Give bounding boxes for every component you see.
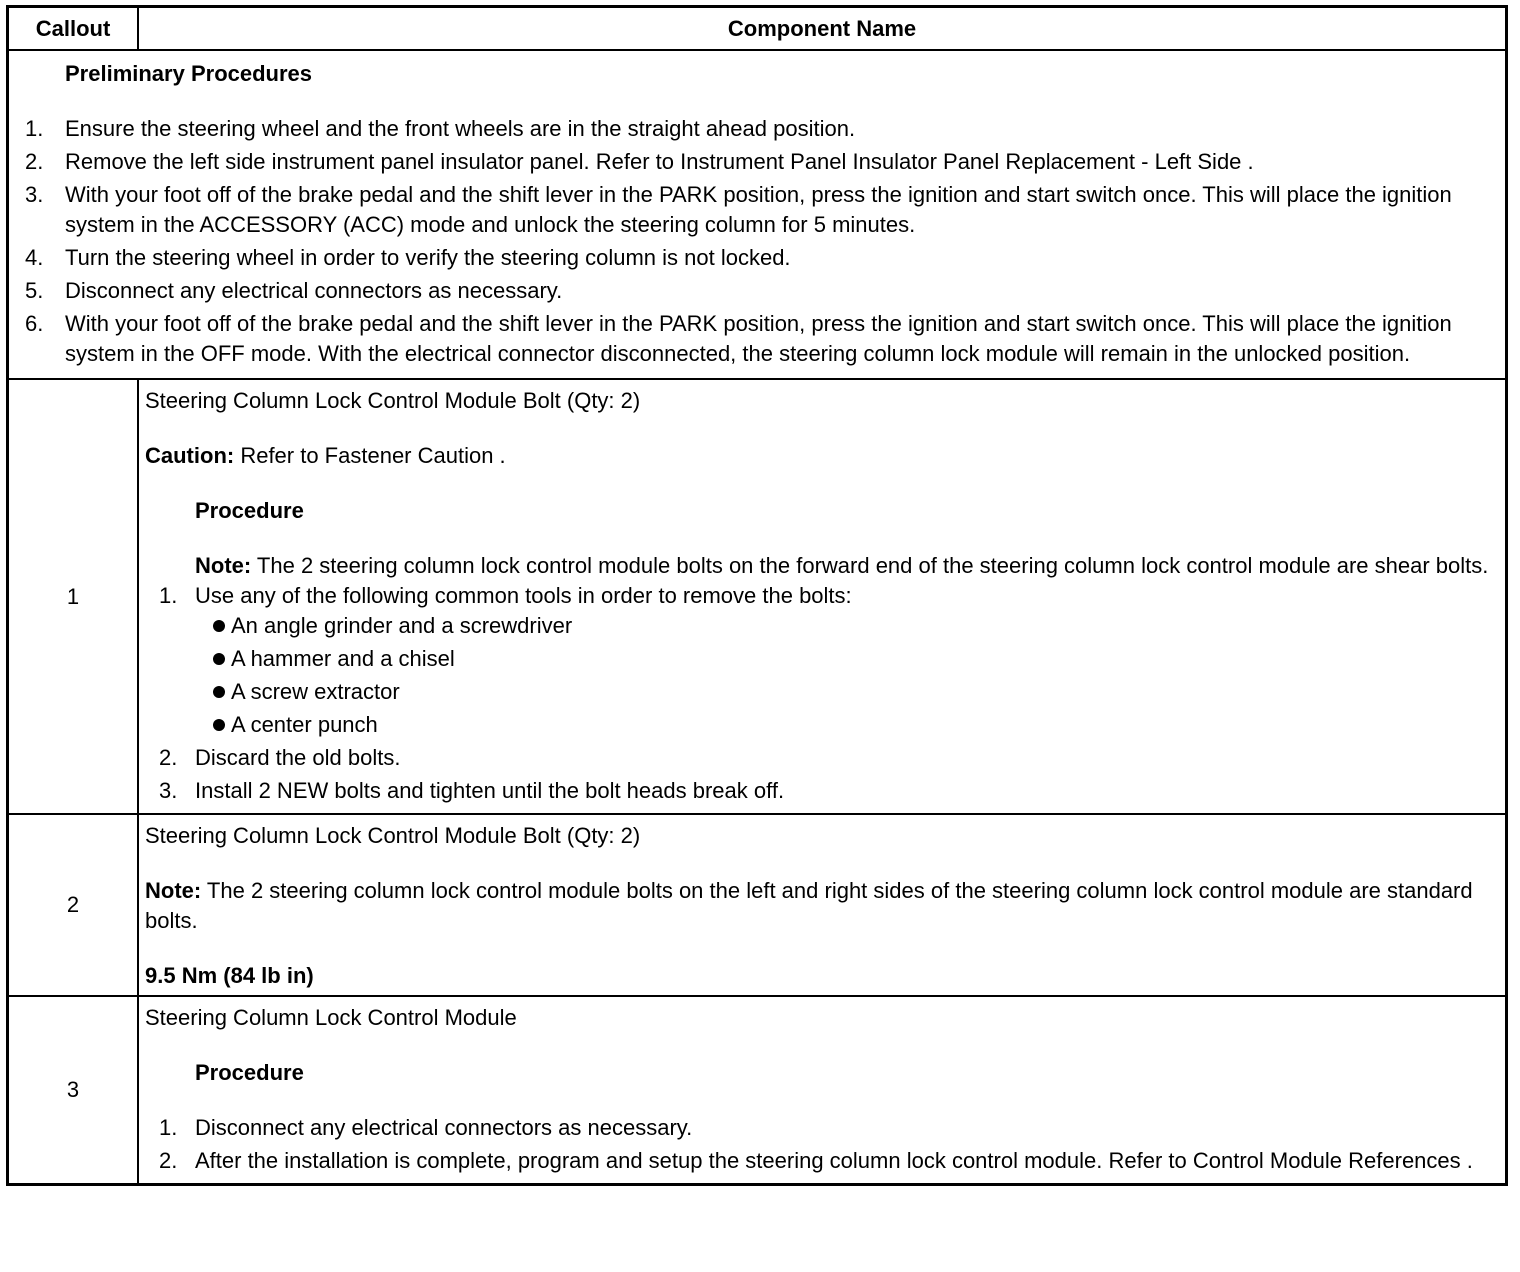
- step: 1. Disconnect any electrical connectors as necessary.: [159, 1115, 693, 1140]
- procedure-steps: [145, 1113, 1499, 1176]
- bullet-icon: [213, 686, 225, 698]
- preliminary-title: Preliminary Procedures: [65, 61, 313, 86]
- preliminary-step: 4. Turn the steering wheel in order to verify the steering column is not locked.: [25, 245, 791, 270]
- table-row: [8, 379, 1507, 814]
- step: 2. After the installation is complete, program and setup the steering column lock control module. Refer to Control Module References .: [159, 1148, 1473, 1173]
- bullet-icon: [213, 620, 225, 632]
- callout-number: 3: [8, 996, 139, 1185]
- step: 2. Discard the old bolts.: [159, 745, 401, 770]
- procedure-heading: Procedure: [195, 1060, 304, 1085]
- preliminary-step: 3. With your foot off of the brake pedal and the shift lever in the PARK position, press the ignition and start switch once. This will place the ignition system in the ACCESSORY (ACC) mode and unlock the steering column for 5 minutes.: [25, 182, 1452, 237]
- caution: Caution: Refer to Fastener Caution .: [145, 443, 506, 468]
- table-row: [8, 996, 1507, 1185]
- tool-item: A screw extractor: [195, 677, 1499, 707]
- procedure-table: [6, 5, 1508, 1186]
- procedure-heading: Procedure: [195, 498, 304, 523]
- preliminary-step: 6. With your foot off of the brake pedal and the shift lever in the PARK position, press the ignition and start switch once. This will place the ignition system in the OFF mode. With the electrical connector disconnected, the steering column lock module will remain in the unlocked position.: [25, 311, 1452, 366]
- note: Note: The 2 steering column lock control module bolts on the left and right sides of the steering column lock control module are standard bolts.: [145, 878, 1473, 933]
- component-name: Steering Column Lock Control Module Bolt (Qty: 2): [145, 388, 641, 413]
- preliminary-steps: [25, 114, 1497, 369]
- procedure-steps: [145, 581, 1499, 806]
- step: 1. Use any of the following common tools in order to remove the bolts: An angle grinder and a screwdriver A hammer and a chisel A screw extractor A center punch: [159, 581, 1499, 740]
- preliminary-step: 5. Disconnect any electrical connectors as necessary.: [25, 278, 563, 303]
- header-row: [8, 7, 1507, 51]
- preliminary-row: [8, 50, 1507, 379]
- bullet-icon: [213, 653, 225, 665]
- component-header: Component Name: [138, 7, 1507, 51]
- callout-number: 2: [8, 814, 139, 996]
- table-row: [8, 814, 1507, 996]
- bullet-icon: [213, 719, 225, 731]
- preliminary-step: 1. Ensure the steering wheel and the front wheels are in the straight ahead position.: [25, 116, 856, 141]
- torque-spec: 9.5 Nm (84 lb in): [145, 963, 314, 988]
- callout-number: 1: [8, 379, 139, 814]
- callout-header: Callout: [8, 7, 139, 51]
- note: Note: The 2 steering column lock control module bolts on the forward end of the steering column lock control module are shear bolts.: [195, 553, 1489, 578]
- tool-item: A hammer and a chisel: [195, 644, 1499, 674]
- preliminary-step: 2. Remove the left side instrument panel insulator panel. Refer to Instrument Panel Insulator Panel Replacement - Left Side .: [25, 149, 1254, 174]
- component-name: Steering Column Lock Control Module: [145, 1005, 517, 1030]
- tool-list: [195, 611, 1499, 740]
- tool-item: A center punch: [195, 710, 1499, 740]
- component-name: Steering Column Lock Control Module Bolt (Qty: 2): [145, 823, 641, 848]
- tool-item: An angle grinder and a screwdriver: [195, 611, 1499, 641]
- step: 3. Install 2 NEW bolts and tighten until the bolt heads break off.: [159, 778, 785, 803]
